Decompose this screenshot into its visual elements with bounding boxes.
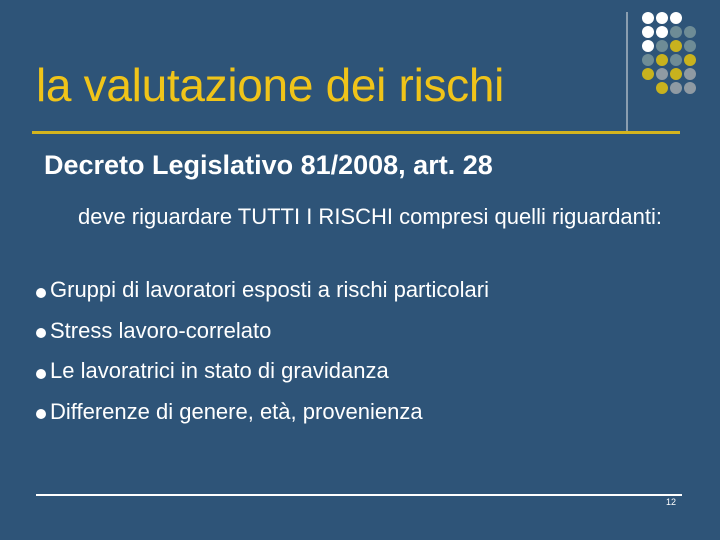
list-item-text: Le lavoratrici in stato di gravidanza [50,358,389,383]
intro-post: compresi quelli riguardanti: [393,204,663,229]
list-item [36,317,489,344]
page-number: 12 [665,497,676,507]
slide-subtitle: Decreto Legislativo 81/2008, art. 28 [44,150,493,180]
decorative-dot [656,40,668,52]
intro-text [60,201,680,232]
list-item [36,357,489,384]
list-item-text: Differenze di genere, età, provenienza [50,398,423,424]
bullet-list [36,276,489,438]
decorative-dot [642,26,654,38]
title-underline [32,131,680,134]
decorative-dot [684,68,696,80]
decorative-dot [670,68,682,80]
dot-grid-svg [640,10,720,110]
decorative-dot [670,40,682,52]
decorative-dot [684,54,696,66]
slide-title: la valutazione dei rischi [36,59,505,111]
decorative-dot [656,12,668,24]
intro-highlight: TUTTI I RISCHI [237,204,393,229]
decorative-dot [670,12,682,24]
decorative-dot [656,68,668,80]
list-item [36,398,489,425]
decorative-dot [642,40,654,52]
intro-pre: deve riguardare [77,204,238,229]
decorative-dot-grid [640,10,720,110]
title-vertical-divider [626,12,628,132]
decorative-dot [684,40,696,52]
decorative-dot [670,26,682,38]
decorative-dot [684,26,696,38]
decorative-dot [670,82,682,94]
decorative-dot [684,82,696,94]
decorative-dot [642,68,654,80]
decorative-dot [656,82,668,94]
bullet-dot-icon [36,369,46,379]
bullet-dot-icon [36,328,46,338]
decorative-dot [656,54,668,66]
footer-divider [36,494,682,496]
decorative-dot [656,26,668,38]
list-item [36,276,489,303]
list-item-text: Stress lavoro-correlato [50,317,272,343]
decorative-dot [642,12,654,24]
bullet-dot-icon [36,409,46,419]
decorative-dot [670,54,682,66]
bullet-dot-icon [36,288,46,298]
decorative-dot [642,54,654,66]
list-item-text: Gruppi di lavoratori esposti a rischi particolari [50,277,489,302]
